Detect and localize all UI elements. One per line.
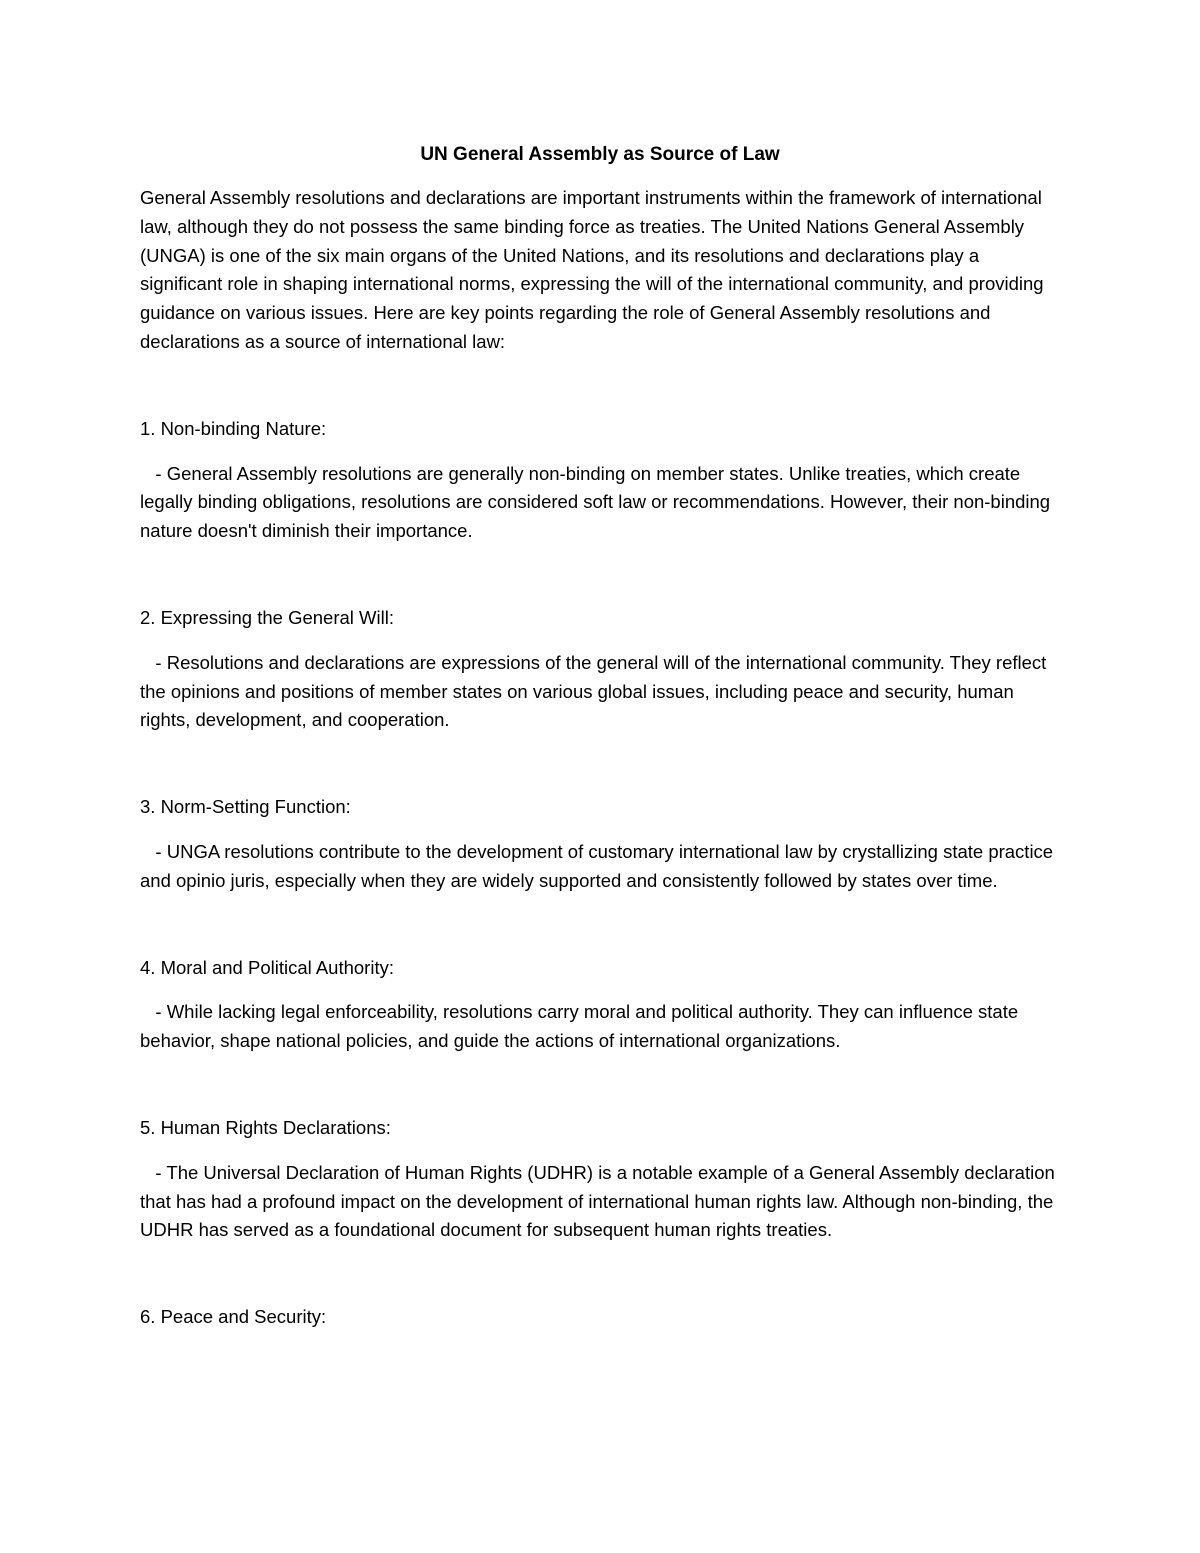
section-heading: 3. Norm-Setting Function:	[140, 796, 351, 818]
intro-paragraph: General Assembly resolutions and declarations are important instruments within the framework of international law, although they do not possess the same binding force as treaties. The United Nations General Assembly (UNGA) is one of the six main organs of the United Nations, and its resolutions and declarations play a significant role in shaping international norms, expressing the will of the international community, and providing guidance on various issues. Here are key points regarding the role of General Assembly resolutions and declarations as a source of international law:	[140, 187, 1044, 352]
section-text: - Resolutions and declarations are expressions of the general will of the international community. They reflect the opinions and positions of member states on various global issues, including peace and security, human rights, development, and cooperation.	[140, 651, 1047, 731]
section-text: - While lacking legal enforceability, resolutions carry moral and political authority. They can influence state behavior, shape national policies, and guide the actions of international organizations.	[140, 1001, 1019, 1052]
document-title: UN General Assembly as Source of Law	[420, 144, 780, 165]
section-2	[140, 604, 1060, 735]
section-3	[140, 793, 1060, 895]
section-heading: 2. Expressing the General Will:	[140, 606, 394, 628]
section-5	[140, 1114, 1060, 1245]
section-text: - The Universal Declaration of Human Rights (UDHR) is a notable example of a General Assembly declaration that has had a profound impact on the development of international human rights law. Although non-binding, the UDHR has served as a foundational document for subsequent human rights treaties.	[140, 1161, 1055, 1241]
section-1	[140, 415, 1060, 546]
section-heading: 5. Human Rights Declarations:	[140, 1116, 391, 1138]
section-text: - General Assembly resolutions are generally non-binding on member states. Unlike treaties, which create legally binding obligations, resolutions are considered soft law or recommendations. However, their non-binding nature doesn't diminish their importance.	[140, 462, 1051, 542]
document-body	[140, 140, 1060, 1332]
section-6	[140, 1303, 1060, 1332]
section-text: - UNGA resolutions contribute to the development of customary international law by crystallizing state practice and opinio juris, especially when they are widely supported and consistently followed by states over time.	[140, 840, 1054, 891]
section-heading: 1. Non-binding Nature:	[140, 417, 327, 439]
section-heading: 4. Moral and Political Authority:	[140, 956, 394, 978]
section-4	[140, 954, 1060, 1056]
section-heading: 6. Peace and Security:	[140, 1306, 327, 1328]
